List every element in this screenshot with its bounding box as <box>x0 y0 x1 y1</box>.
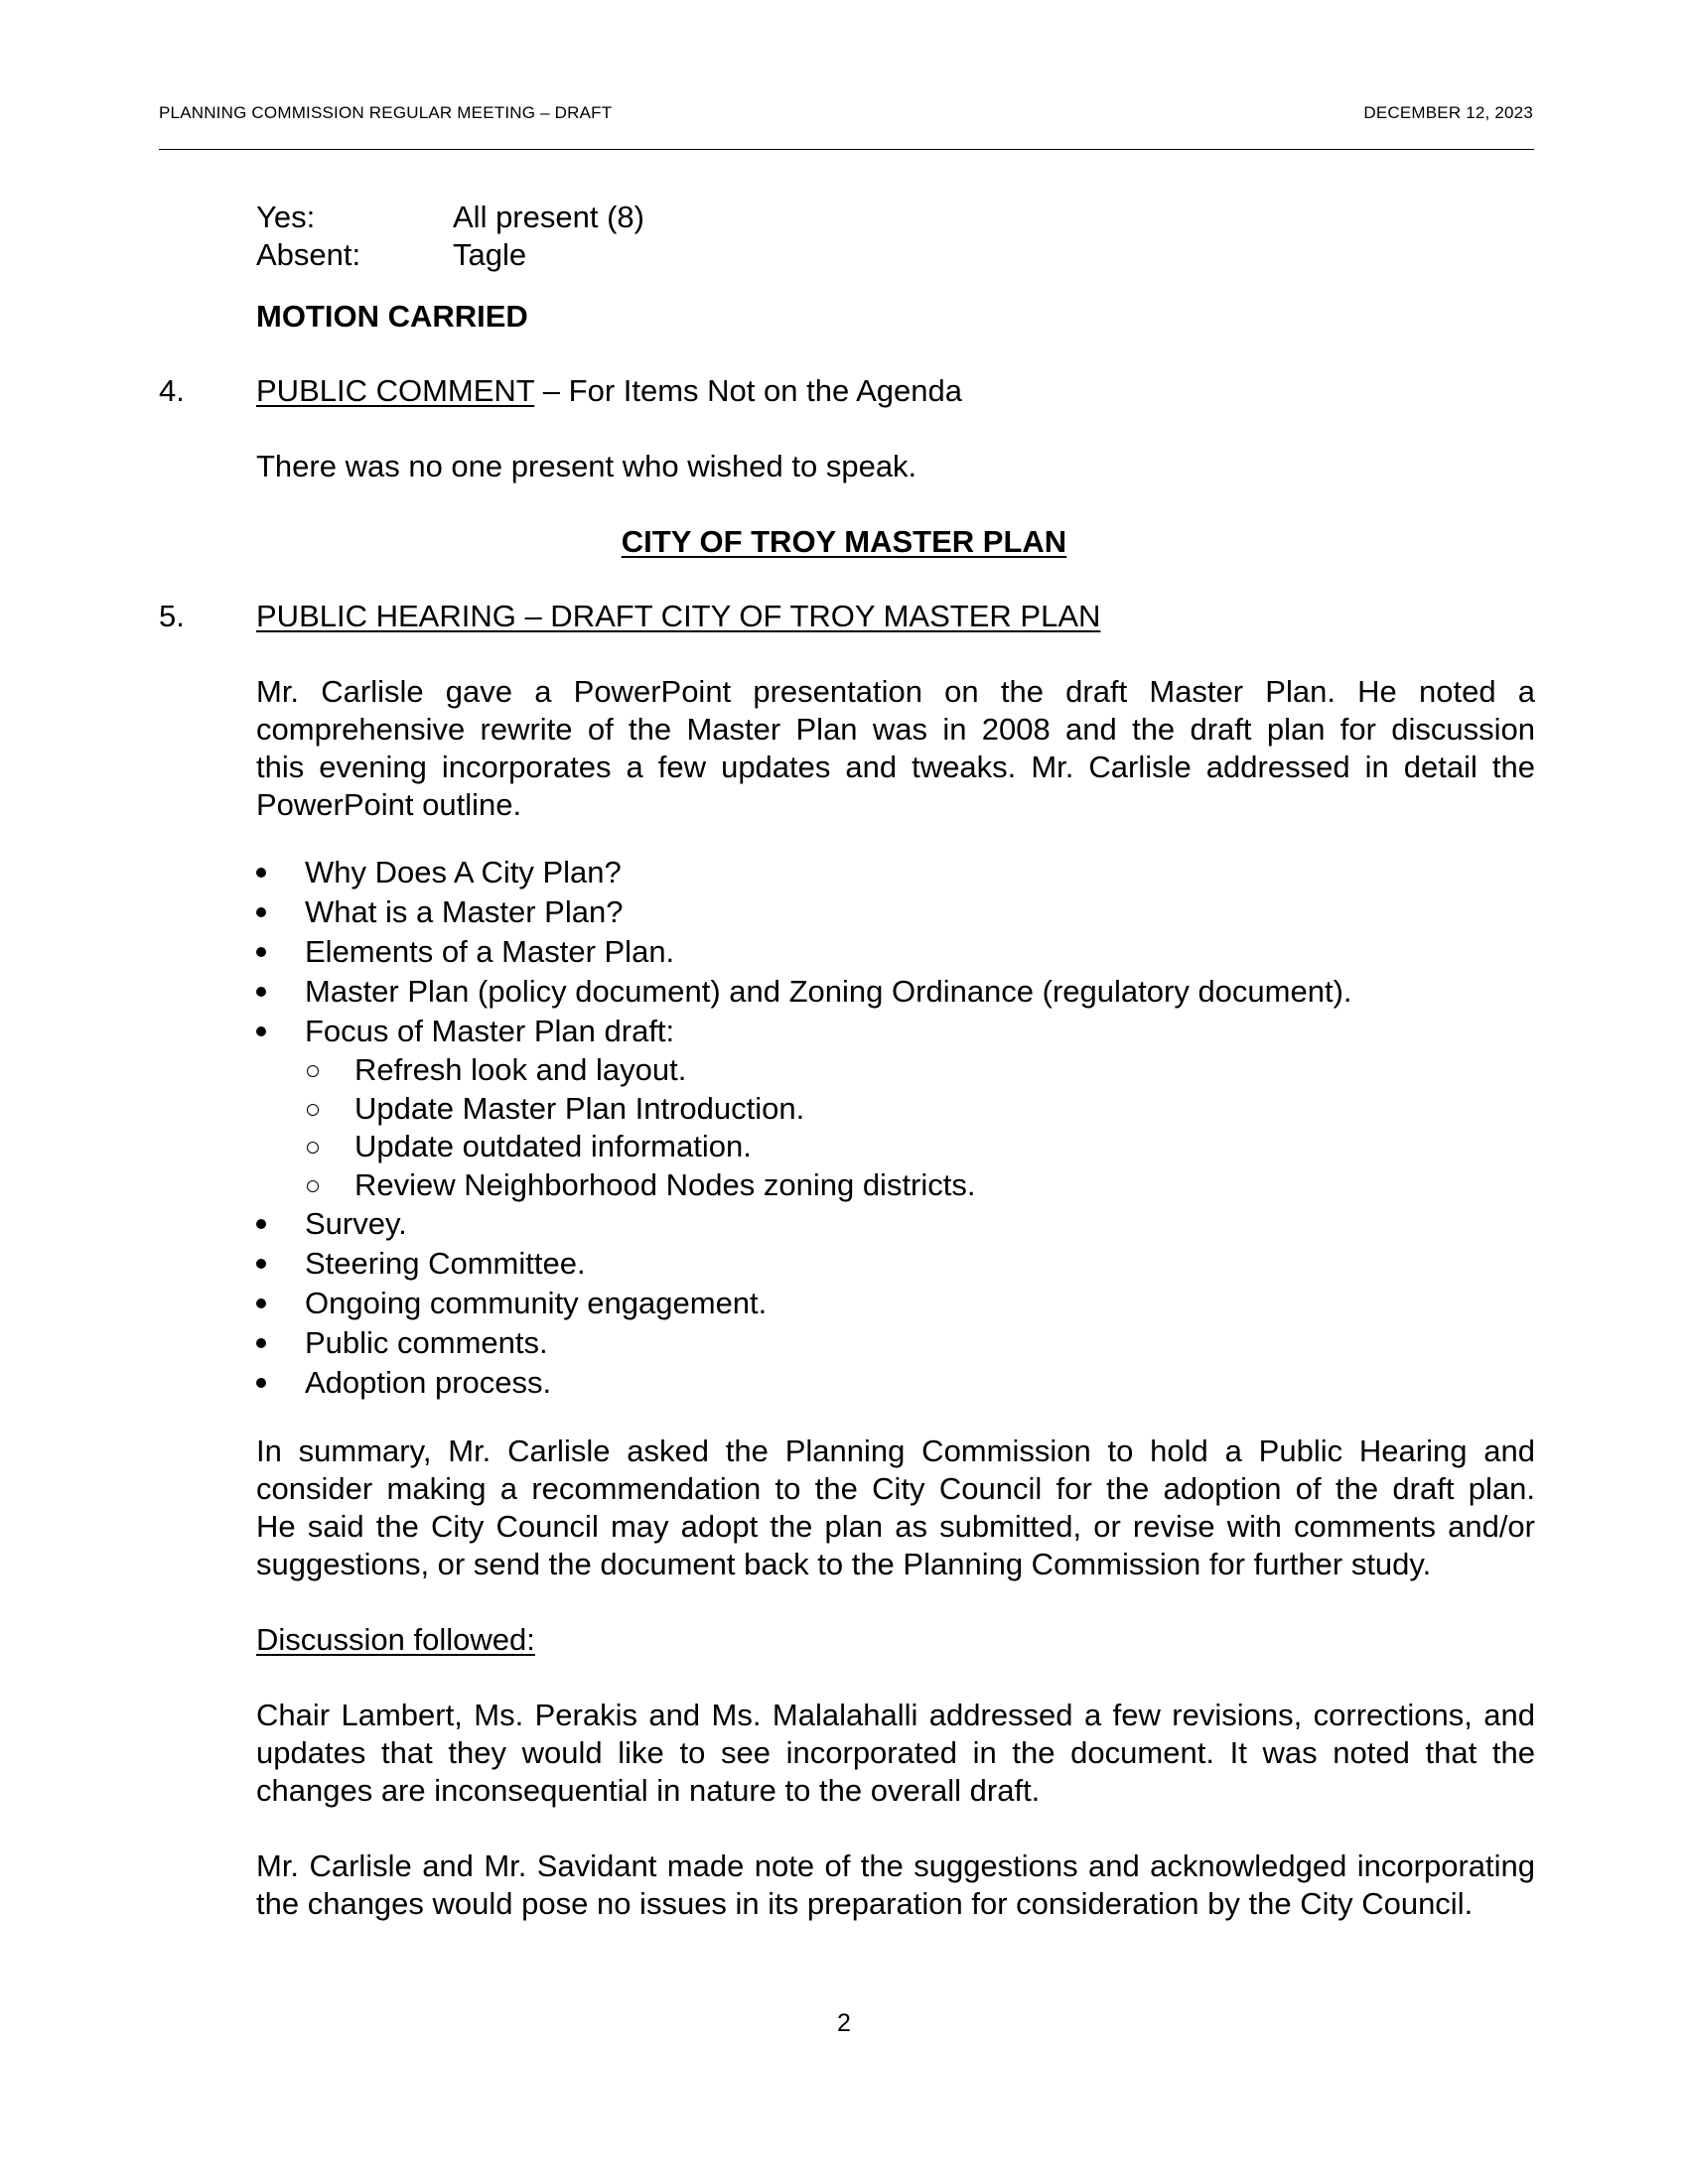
bullet-icon <box>256 987 266 997</box>
paragraph-line: consider making a recommendation to the City Council for the adoption of the draft plan. <box>256 1471 1535 1506</box>
list-item-text: Ongoing community engagement. <box>305 1286 768 1320</box>
agenda-item-title-underlined: PUBLIC COMMENT <box>256 373 535 408</box>
bullet-icon <box>256 1259 266 1269</box>
list-item-text: Elements of a Master Plan. <box>305 934 675 969</box>
motion-result: MOTION CARRIED <box>256 299 528 334</box>
summary-paragraph <box>256 1433 1535 1583</box>
paragraph-line: updates that they would like to see incorporated in the document. It was noted that the <box>256 1735 1535 1770</box>
paragraph-line: suggestions, or send the document back to the Planning Commission for further study. <box>256 1547 1432 1581</box>
bullet-icon <box>256 907 266 917</box>
paragraph-line: Chair Lambert, Ms. Perakis and Ms. Malalahalli addressed a few revisions, corrections, and <box>256 1698 1535 1732</box>
item4-text <box>256 448 1535 485</box>
list-item-text: Master Plan (policy document) and Zoning Ordinance (regulatory document). <box>305 974 1352 1009</box>
paragraph-line: the changes would pose no issues in its preparation for consideration by the City Council. <box>256 1886 1474 1921</box>
agenda-item-number: 5. <box>159 599 185 633</box>
bullet-icon <box>256 1298 266 1308</box>
hollow-bullet-icon <box>307 1180 319 1192</box>
agenda-item-title <box>256 372 962 410</box>
paragraph-line: changes are inconsequential in nature to the overall draft. <box>256 1773 1041 1808</box>
closing-paragraph <box>256 1847 1535 1923</box>
discussion-label <box>256 1621 1535 1659</box>
bullet-icon <box>256 1378 266 1388</box>
vote-absent-label: Absent: <box>256 237 361 272</box>
paragraph-line: this evening incorporates a few updates and tweaks. Mr. Carlisle addressed in detail the <box>256 750 1535 784</box>
vote-absent-value: Tagle <box>453 237 527 272</box>
list-item-text: Refresh look and layout. <box>354 1052 687 1087</box>
agenda-item-title: PUBLIC HEARING – DRAFT CITY OF TROY MASTER PLAN <box>256 599 1101 633</box>
bullet-icon <box>256 1219 266 1229</box>
hollow-bullet-icon <box>307 1142 319 1154</box>
bullet-icon <box>256 868 266 878</box>
discussion-paragraph <box>256 1697 1535 1810</box>
list-item-text: Update outdated information. <box>354 1129 752 1163</box>
list-item-text: What is a Master Plan? <box>305 894 624 929</box>
agenda-item-title-rest: – For Items Not on the Agenda <box>534 373 962 408</box>
list-item-text: Public comments. <box>305 1325 548 1360</box>
paragraph-line: Discussion followed: <box>256 1622 535 1657</box>
running-header-date: DECEMBER 12, 2023 <box>1363 103 1533 122</box>
list-item-text: Adoption process. <box>305 1365 552 1400</box>
paragraph-line: comprehensive rewrite of the Master Plan was in 2008 and the draft plan for discussion <box>256 712 1535 747</box>
bullet-icon <box>256 1026 266 1036</box>
running-header-title: PLANNING COMMISSION REGULAR MEETING – DRAFT <box>159 103 613 122</box>
paragraph-line: In summary, Mr. Carlisle asked the Planning Commission to hold a Public Hearing and <box>256 1433 1535 1468</box>
list-item-text: Survey. <box>305 1206 407 1241</box>
hollow-bullet-icon <box>307 1104 319 1116</box>
paragraph-line: He said the City Council may adopt the plan as submitted, or revise with comments and/or <box>256 1509 1535 1544</box>
list-item-text: Steering Committee. <box>305 1246 586 1281</box>
item5-intro-paragraph <box>256 673 1535 824</box>
paragraph-line: Mr. Carlisle and Mr. Savidant made note of the suggestions and acknowledged incorporating <box>256 1848 1535 1883</box>
paragraph-line: Mr. Carlisle gave a PowerPoint presentation on the draft Master Plan. He noted a <box>256 674 1535 709</box>
paragraph-line: There was no one present who wished to speak. <box>256 449 917 483</box>
list-item-text: Update Master Plan Introduction. <box>354 1090 805 1126</box>
section-heading: CITY OF TROY MASTER PLAN <box>621 524 1067 559</box>
paragraph-line: PowerPoint outline. <box>256 787 522 822</box>
vote-absent-row <box>256 236 526 274</box>
list-item-text: Why Does A City Plan? <box>305 855 622 889</box>
vote-yes-value: All present (8) <box>453 200 644 234</box>
bullet-icon <box>256 947 266 957</box>
vote-yes-label: Yes: <box>256 200 316 234</box>
page-number: 2 <box>837 2009 851 2037</box>
list-item-text: Review Neighborhood Nodes zoning districts. <box>354 1166 976 1202</box>
bullet-icon <box>256 1338 266 1348</box>
list-item-text: Focus of Master Plan draft: <box>305 1014 675 1048</box>
agenda-item-number: 4. <box>159 373 185 408</box>
vote-yes-row <box>256 199 644 236</box>
hollow-bullet-icon <box>307 1065 319 1077</box>
header-divider <box>159 149 1534 150</box>
